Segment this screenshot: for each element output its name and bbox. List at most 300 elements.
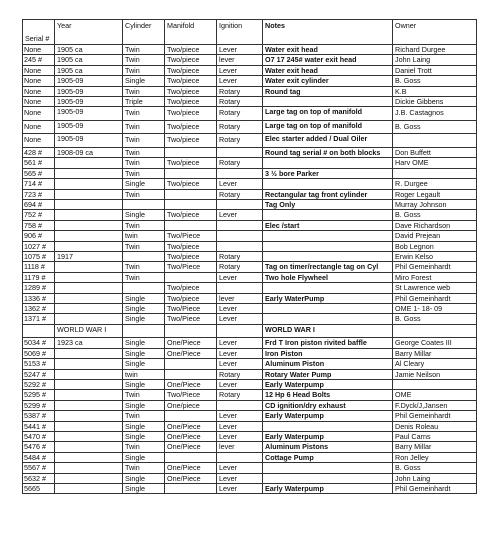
cylinder-cell: Twin	[123, 241, 165, 251]
owner-cell	[393, 168, 477, 178]
notes-cell	[263, 473, 393, 483]
notes-cell: Water exit head	[263, 45, 393, 55]
table-row	[23, 241, 477, 251]
year-cell: 1905-09	[55, 120, 123, 134]
ignition-cell	[217, 168, 263, 178]
manifold-cell	[165, 411, 217, 421]
ignition-cell: lever	[217, 442, 263, 452]
table-row	[23, 147, 477, 157]
serial-cell: None	[23, 97, 55, 107]
owner-cell: David Prejean	[393, 231, 477, 241]
serial-cell: 5299 #	[23, 400, 55, 410]
owner-cell: B. Goss	[393, 314, 477, 324]
owner-cell: B. Goss	[393, 76, 477, 86]
ignition-cell: Lever	[217, 314, 263, 324]
year-cell	[55, 262, 123, 272]
manifold-cell: Two/Piece	[165, 231, 217, 241]
serial-cell: 5665	[23, 484, 55, 494]
owner-header: Owner	[393, 20, 477, 45]
table-row	[23, 231, 477, 241]
cylinder-cell: Single	[123, 314, 165, 324]
manifold-cell: Two/piece	[165, 283, 217, 293]
manifold-cell: Two/piece	[165, 293, 217, 303]
manifold-cell: One/Piece	[165, 442, 217, 452]
owner-cell: Roger Legault	[393, 189, 477, 199]
manifold-header: Manifold	[165, 20, 217, 45]
cylinder-cell: Twin	[123, 147, 165, 157]
serial-cell: None	[23, 65, 55, 75]
ignition-cell: lever	[217, 293, 263, 303]
cylinder-cell: Twin	[123, 262, 165, 272]
owner-cell: OME 1- 18- 09	[393, 304, 477, 314]
owner-cell: Phil Gemeinhardt	[393, 262, 477, 272]
manifold-cell: One/Piece	[165, 463, 217, 473]
ignition-cell: Lever	[217, 359, 263, 369]
notes-cell: Tag Only	[263, 199, 393, 209]
owner-cell: Daniel Trott	[393, 65, 477, 75]
serial-cell: 5069 #	[23, 348, 55, 358]
table-row	[23, 390, 477, 400]
year-cell	[55, 484, 123, 494]
ignition-cell: Lever	[217, 421, 263, 431]
year-cell	[55, 293, 123, 303]
ignition-cell: Lever	[217, 379, 263, 389]
table-row	[23, 314, 477, 324]
table-row	[23, 473, 477, 483]
cylinder-cell: Single	[123, 348, 165, 358]
year-cell	[55, 231, 123, 241]
table-row	[23, 442, 477, 452]
notes-cell: WORLD WAR I	[263, 324, 393, 338]
notes-cell	[263, 241, 393, 251]
year-cell: 1905 ca	[55, 45, 123, 55]
notes-cell: O7 17 245# water exit head	[263, 55, 393, 65]
year-cell	[55, 390, 123, 400]
table-row	[23, 432, 477, 442]
notes-cell: Frd T Iron piston rivited baffle	[263, 338, 393, 348]
serial-cell: 428 #	[23, 147, 55, 157]
ignition-cell: Rotary	[217, 369, 263, 379]
year-cell	[55, 168, 123, 178]
table-row	[23, 179, 477, 189]
cylinder-cell: Twin	[123, 134, 165, 148]
serial-header: Serial #	[23, 20, 55, 45]
ignition-cell: Rotary	[217, 120, 263, 134]
ignition-cell: Lever	[217, 432, 263, 442]
cylinder-cell: Twin	[123, 168, 165, 178]
year-cell: 1905-09	[55, 107, 123, 121]
owner-cell: Al Cleary	[393, 359, 477, 369]
manifold-cell: Two/piece	[165, 76, 217, 86]
manifold-cell: One/Piece	[165, 421, 217, 431]
table-row	[23, 97, 477, 107]
serial-cell: 5295 #	[23, 390, 55, 400]
cylinder-cell: Single	[123, 400, 165, 410]
owner-cell: OME	[393, 390, 477, 400]
table-row	[23, 120, 477, 134]
cylinder-cell: Single	[123, 432, 165, 442]
owner-cell: Phil Gemeinhardt	[393, 293, 477, 303]
notes-cell: Large tag on top of manifold	[263, 120, 393, 134]
manifold-cell: Two/piece	[165, 241, 217, 251]
serial-cell: 723 #	[23, 189, 55, 199]
manifold-cell: Two/piece	[165, 45, 217, 55]
table-row	[23, 379, 477, 389]
year-cell: WORLD WAR I	[55, 324, 123, 338]
cylinder-cell: twin	[123, 231, 165, 241]
manifold-cell: Two/Piece	[165, 262, 217, 272]
cylinder-cell: Twin	[123, 189, 165, 199]
table-row	[23, 168, 477, 178]
cylinder-cell: Twin	[123, 220, 165, 230]
cylinder-cell: Single	[123, 179, 165, 189]
table-row	[23, 220, 477, 230]
owner-cell: Ron Jelley	[393, 452, 477, 462]
year-cell	[55, 421, 123, 431]
ignition-cell	[217, 231, 263, 241]
cylinder-cell	[123, 324, 165, 338]
year-cell	[55, 411, 123, 421]
manifold-cell: One/Piece	[165, 348, 217, 358]
notes-cell	[263, 314, 393, 324]
table-row	[23, 348, 477, 358]
cylinder-cell: Single	[123, 293, 165, 303]
notes-cell	[263, 210, 393, 220]
manifold-cell: Two/Piece	[165, 304, 217, 314]
ignition-cell: Rotary	[217, 189, 263, 199]
year-cell	[55, 369, 123, 379]
cylinder-cell: twin	[123, 369, 165, 379]
year-cell: 1905-09	[55, 76, 123, 86]
notes-cell	[263, 252, 393, 262]
ignition-cell: Lever	[217, 76, 263, 86]
serial-cell: 5387 #	[23, 411, 55, 421]
engine-registry-table	[22, 19, 477, 494]
cylinder-cell: Twin	[123, 272, 165, 282]
year-cell	[55, 348, 123, 358]
notes-cell: Early Waterpump	[263, 432, 393, 442]
notes-header: Notes	[263, 20, 393, 45]
table-row	[23, 86, 477, 96]
notes-cell: Water exit cylinder	[263, 76, 393, 86]
year-cell	[55, 379, 123, 389]
year-cell: 1905-09	[55, 97, 123, 107]
serial-cell: 1179 #	[23, 272, 55, 282]
owner-cell	[393, 134, 477, 148]
owner-cell: Barry Millar	[393, 348, 477, 358]
cylinder-cell: Single	[123, 379, 165, 389]
serial-cell: 5153 #	[23, 359, 55, 369]
year-cell	[55, 199, 123, 209]
notes-cell: Early WaterPump	[263, 293, 393, 303]
year-cell	[55, 189, 123, 199]
notes-cell	[263, 421, 393, 431]
year-cell: 1905 ca	[55, 55, 123, 65]
serial-cell: 1027 #	[23, 241, 55, 251]
notes-cell: Early Waterpump	[263, 379, 393, 389]
table-row	[23, 452, 477, 462]
owner-cell: B. Goss	[393, 210, 477, 220]
serial-cell: 5632 #	[23, 473, 55, 483]
cylinder-cell: Twin	[123, 442, 165, 452]
manifold-cell: One/Piece	[165, 432, 217, 442]
year-cell	[55, 359, 123, 369]
owner-cell: Richard Durgee	[393, 45, 477, 55]
manifold-cell	[165, 324, 217, 338]
table-row	[23, 359, 477, 369]
notes-cell: Water exit head	[263, 65, 393, 75]
cylinder-cell	[123, 199, 165, 209]
manifold-cell	[165, 359, 217, 369]
cylinder-cell: Twin	[123, 55, 165, 65]
manifold-cell: Two/piece	[165, 55, 217, 65]
notes-cell	[263, 158, 393, 168]
ignition-cell: Rotary	[217, 390, 263, 400]
owner-cell: B. Goss	[393, 120, 477, 134]
serial-cell: 1075 #	[23, 252, 55, 262]
table-row	[23, 252, 477, 262]
ignition-cell	[217, 199, 263, 209]
ignition-cell: Rotary	[217, 86, 263, 96]
table-row	[23, 189, 477, 199]
owner-cell: Barry Millar	[393, 442, 477, 452]
owner-cell: Dickie Gibbens	[393, 97, 477, 107]
table-row	[23, 293, 477, 303]
serial-cell: None	[23, 134, 55, 148]
owner-cell: Jamie Neilson	[393, 369, 477, 379]
year-cell	[55, 432, 123, 442]
cylinder-cell: Twin	[123, 158, 165, 168]
ignition-cell	[217, 283, 263, 293]
notes-cell	[263, 231, 393, 241]
serial-cell: 1289 #	[23, 283, 55, 293]
owner-cell: John Laing	[393, 473, 477, 483]
ignition-cell: Rotary	[217, 134, 263, 148]
table-row	[23, 338, 477, 348]
owner-cell: B. Goss	[393, 463, 477, 473]
cylinder-cell: Single	[123, 452, 165, 462]
owner-cell: Murray Johnson	[393, 199, 477, 209]
owner-cell: K.B	[393, 86, 477, 96]
year-header: Year	[55, 20, 123, 45]
table-row	[23, 272, 477, 282]
ignition-cell	[217, 220, 263, 230]
notes-cell: Elec /start	[263, 220, 393, 230]
notes-cell	[263, 97, 393, 107]
manifold-cell: One/piece	[165, 400, 217, 410]
notes-cell: Aluminum Piston	[263, 359, 393, 369]
serial-cell: 5476 #	[23, 442, 55, 452]
cylinder-cell: Single	[123, 210, 165, 220]
table-row	[23, 400, 477, 410]
notes-cell: Cottage Pump	[263, 452, 393, 462]
serial-cell: 1336 #	[23, 293, 55, 303]
owner-cell	[393, 324, 477, 338]
manifold-cell: One/Piece	[165, 473, 217, 483]
manifold-cell: Two/Piece	[165, 390, 217, 400]
table-row	[23, 65, 477, 75]
year-cell	[55, 452, 123, 462]
owner-cell: Phil Gemeinhardt	[393, 484, 477, 494]
ignition-cell: Lever	[217, 484, 263, 494]
manifold-cell: Two/Piece	[165, 314, 217, 324]
notes-cell	[263, 283, 393, 293]
ignition-cell	[217, 241, 263, 251]
table-row	[23, 369, 477, 379]
year-cell	[55, 272, 123, 282]
year-cell	[55, 463, 123, 473]
serial-cell: 1118 #	[23, 262, 55, 272]
serial-cell: 561 #	[23, 158, 55, 168]
ignition-cell: Lever	[217, 179, 263, 189]
cylinder-cell: Twin	[123, 411, 165, 421]
cylinder-cell: Single	[123, 473, 165, 483]
ignition-cell: Rotary	[217, 97, 263, 107]
serial-cell: None	[23, 45, 55, 55]
owner-cell: George Coates III	[393, 338, 477, 348]
year-cell	[55, 442, 123, 452]
cylinder-cell: Twin	[123, 65, 165, 75]
ignition-cell: Rotary	[217, 262, 263, 272]
notes-cell	[263, 179, 393, 189]
notes-cell: Rectangular tag front cylinder	[263, 189, 393, 199]
manifold-cell: Two/piece	[165, 120, 217, 134]
manifold-cell	[165, 147, 217, 157]
serial-cell: 694 #	[23, 199, 55, 209]
owner-cell: F.Dyck/J,Jansen	[393, 400, 477, 410]
notes-cell: Early Waterpump	[263, 484, 393, 494]
manifold-cell	[165, 452, 217, 462]
cylinder-cell	[123, 283, 165, 293]
ignition-cell	[217, 452, 263, 462]
owner-cell: St Lawrence web	[393, 283, 477, 293]
cylinder-cell: Single	[123, 359, 165, 369]
cylinder-cell: Twin	[123, 463, 165, 473]
notes-cell: 3 ½ bore Parker	[263, 168, 393, 178]
ignition-cell: Rotary	[217, 158, 263, 168]
serial-cell: 906 #	[23, 231, 55, 241]
owner-cell: Dave Richardson	[393, 220, 477, 230]
serial-cell: 565 #	[23, 168, 55, 178]
table-row	[23, 421, 477, 431]
ignition-cell: Rotary	[217, 252, 263, 262]
ignition-cell: Lever	[217, 463, 263, 473]
year-cell: 1905 ca	[55, 65, 123, 75]
serial-cell: 5247 #	[23, 369, 55, 379]
ignition-cell: Lever	[217, 338, 263, 348]
serial-cell: 5034 #	[23, 338, 55, 348]
owner-cell: Miro Forest	[393, 272, 477, 282]
serial-cell: 5567 #	[23, 463, 55, 473]
serial-cell: None	[23, 120, 55, 134]
table-row	[23, 134, 477, 148]
table-row	[23, 484, 477, 494]
year-cell	[55, 283, 123, 293]
table-row	[23, 107, 477, 121]
manifold-cell: Two/piece	[165, 107, 217, 121]
notes-cell: Early Waterpump	[263, 411, 393, 421]
owner-cell	[393, 379, 477, 389]
notes-cell: Tag on timer/rectangle tag on Cyl	[263, 262, 393, 272]
ignition-cell: Lever	[217, 65, 263, 75]
year-cell: 1923 ca	[55, 338, 123, 348]
manifold-cell: One/Piece	[165, 338, 217, 348]
owner-cell: Phil Gemeinhardt	[393, 411, 477, 421]
table-row	[23, 411, 477, 421]
ignition-cell: Lever	[217, 411, 263, 421]
manifold-cell: One/Piece	[165, 379, 217, 389]
owner-cell: R. Durgee	[393, 179, 477, 189]
serial-cell: 245 #	[23, 55, 55, 65]
manifold-cell	[165, 484, 217, 494]
cylinder-cell: Single	[123, 484, 165, 494]
ignition-cell	[217, 324, 263, 338]
ignition-cell: Lever	[217, 210, 263, 220]
ignition-cell: lever	[217, 55, 263, 65]
year-cell	[55, 220, 123, 230]
notes-cell	[263, 463, 393, 473]
year-cell	[55, 304, 123, 314]
manifold-cell: Two/piece	[165, 86, 217, 96]
manifold-cell: Two/piece	[165, 252, 217, 262]
ignition-cell: Rotary	[217, 107, 263, 121]
manifold-cell	[165, 272, 217, 282]
cylinder-cell: Twin	[123, 120, 165, 134]
serial-cell: None	[23, 86, 55, 96]
year-cell: 1905-09	[55, 134, 123, 148]
notes-cell: CD ignition/dry exhaust	[263, 400, 393, 410]
serial-cell: 714 #	[23, 179, 55, 189]
owner-cell: Denis Roleau	[393, 421, 477, 431]
year-cell	[55, 473, 123, 483]
table-row	[23, 158, 477, 168]
serial-cell	[23, 324, 55, 338]
table-row	[23, 463, 477, 473]
table-row	[23, 304, 477, 314]
cylinder-cell	[123, 252, 165, 262]
notes-cell	[263, 304, 393, 314]
cylinder-cell: Single	[123, 338, 165, 348]
manifold-cell	[165, 168, 217, 178]
header-row	[23, 20, 477, 45]
table-row	[23, 76, 477, 86]
notes-cell: Two hole Flywheel	[263, 272, 393, 282]
cylinder-cell: Twin	[123, 45, 165, 55]
owner-cell: Erwin Kelso	[393, 252, 477, 262]
ignition-cell	[217, 400, 263, 410]
manifold-cell: Two/piece	[165, 179, 217, 189]
serial-cell: 5484 #	[23, 452, 55, 462]
owner-cell: Don Buffett	[393, 147, 477, 157]
ignition-cell	[217, 147, 263, 157]
table-row	[23, 324, 477, 338]
notes-cell: Round tag serial # on both blocks	[263, 147, 393, 157]
manifold-cell	[165, 199, 217, 209]
serial-cell: 5470 #	[23, 432, 55, 442]
owner-cell: Harv OME	[393, 158, 477, 168]
cylinder-cell: Triple	[123, 97, 165, 107]
ignition-cell: Lever	[217, 304, 263, 314]
manifold-cell: Two/piece	[165, 134, 217, 148]
table-row	[23, 262, 477, 272]
owner-cell: Bob Legnon	[393, 241, 477, 251]
serial-cell: 758 #	[23, 220, 55, 230]
serial-cell: None	[23, 107, 55, 121]
year-cell	[55, 241, 123, 251]
ignition-header: Ignition	[217, 20, 263, 45]
table-row	[23, 199, 477, 209]
cylinder-cell: Twin	[123, 390, 165, 400]
